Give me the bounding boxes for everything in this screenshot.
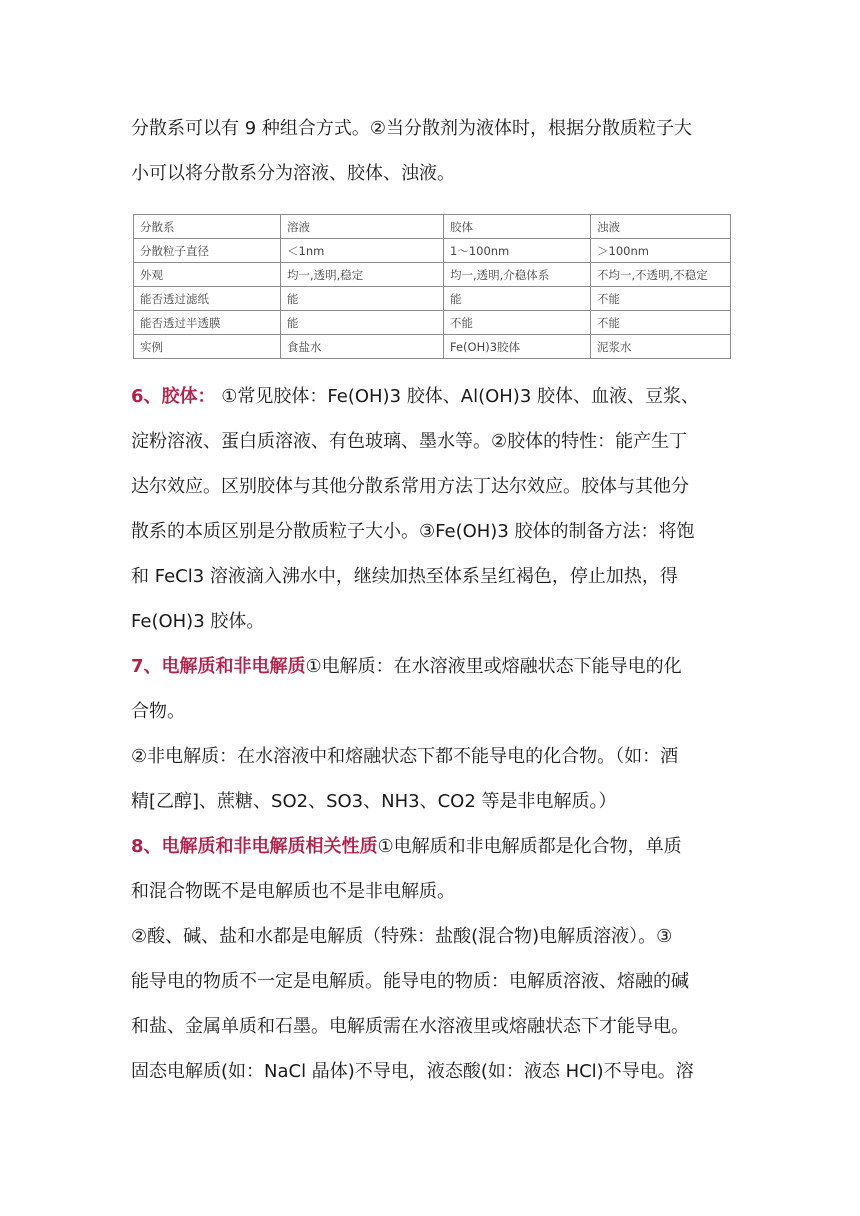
table-row: [134, 215, 731, 239]
table-cell: 均一,透明,介稳体系: [444, 263, 591, 287]
table-row: [134, 311, 731, 335]
text-line: Fe(OH)3 胶体。: [131, 611, 265, 632]
table-row: [134, 239, 731, 263]
table-cell: 1～100nm: [444, 239, 591, 263]
table-cell: 不能: [444, 311, 591, 335]
table-cell: 分散粒子直径: [134, 239, 281, 263]
text-line: ①电解质：在水溶液里或熔融状态下能导电的化: [305, 656, 682, 677]
table-row: [134, 335, 731, 359]
section-6-colloid: [131, 374, 731, 644]
table-cell: 能否透过滤纸: [134, 287, 281, 311]
text-line: 和盐、金属单质和石墨。电解质需在水溶液里或熔融状态下才能导电。: [131, 1016, 689, 1037]
table-row: [134, 263, 731, 287]
text-line: ①常见胶体：Fe(OH)3 胶体、Al(OH)3 胶体、血液、豆浆、: [215, 386, 699, 407]
text-line: 小可以将分散系分为溶液、胶体、浊液。: [131, 163, 455, 184]
text-line: 散系的本质区别是分散质粒子大小。③Fe(OH)3 胶体的制备方法：将饱: [131, 521, 695, 542]
table-cell: 溶液: [281, 215, 444, 239]
table-cell: 浊液: [591, 215, 731, 239]
table-cell: 实例: [134, 335, 281, 359]
text-line: 达尔效应。区别胶体与其他分散系常用方法丁达尔效应。胶体与其他分: [131, 476, 689, 497]
text-line: ①电解质和非电解质都是化合物，单质: [377, 836, 682, 857]
table-cell: 能: [444, 287, 591, 311]
table-cell: Fe(OH)3胶体: [444, 335, 591, 359]
table-cell: 不均一,不透明,不稳定: [591, 263, 731, 287]
section-heading: 7、电解质和非电解质: [131, 656, 306, 677]
table-cell: 不能: [591, 287, 731, 311]
section-heading: 6、胶体：: [131, 386, 216, 407]
table-cell: 均一,透明,稳定: [281, 263, 444, 287]
table-cell: 外观: [134, 263, 281, 287]
table-row: [134, 287, 731, 311]
table-cell: 胶体: [444, 215, 591, 239]
section-heading: 8、电解质和非电解质相关性质: [131, 836, 378, 857]
table-cell: 能: [281, 311, 444, 335]
text-line: ②酸、碱、盐和水都是电解质（特殊：盐酸(混合物)电解质溶液）。③: [131, 926, 673, 947]
table-cell: 分散系: [134, 215, 281, 239]
table-cell: 不能: [591, 311, 731, 335]
section-7-electrolytes: [131, 644, 731, 824]
text-line: 精[乙醇]、蔗糖、SO2、SO3、NH3、CO2 等是非电解质。）: [131, 791, 617, 812]
table-cell: 能否透过半透膜: [134, 311, 281, 335]
table-cell: 能: [281, 287, 444, 311]
text-line: 固态电解质(如：NaCl 晶体)不导电，液态酸(如：液态 HCl)不导电。溶: [131, 1061, 694, 1082]
text-line: 能导电的物质不一定是电解质。能导电的物质：电解质溶液、熔融的碱: [131, 971, 689, 992]
text-line: 淀粉溶液、蛋白质溶液、有色玻璃、墨水等。②胶体的特性：能产生丁: [131, 431, 688, 452]
intro-paragraph: [131, 106, 731, 196]
text-line: 分散系可以有 9 种组合方式。②当分散剂为液体时，根据分散质粒子大: [131, 118, 693, 139]
text-line: 和混合物既不是电解质也不是非电解质。: [131, 881, 455, 902]
text-line: 合物。: [131, 701, 185, 722]
text-line: ②非电解质：在水溶液中和熔融状态下都不能导电的化合物。（如：酒: [131, 746, 679, 767]
table-cell: 食盐水: [281, 335, 444, 359]
text-line: 和 FeCl3 溶液滴入沸水中，继续加热至体系呈红褐色，停止加热，得: [131, 566, 678, 587]
table-cell: ＜1nm: [281, 239, 444, 263]
table-cell: ＞100nm: [591, 239, 731, 263]
dispersion-system-table: [133, 214, 731, 359]
section-8-electrolyte-properties: [131, 824, 731, 1094]
table-cell: 泥浆水: [591, 335, 731, 359]
